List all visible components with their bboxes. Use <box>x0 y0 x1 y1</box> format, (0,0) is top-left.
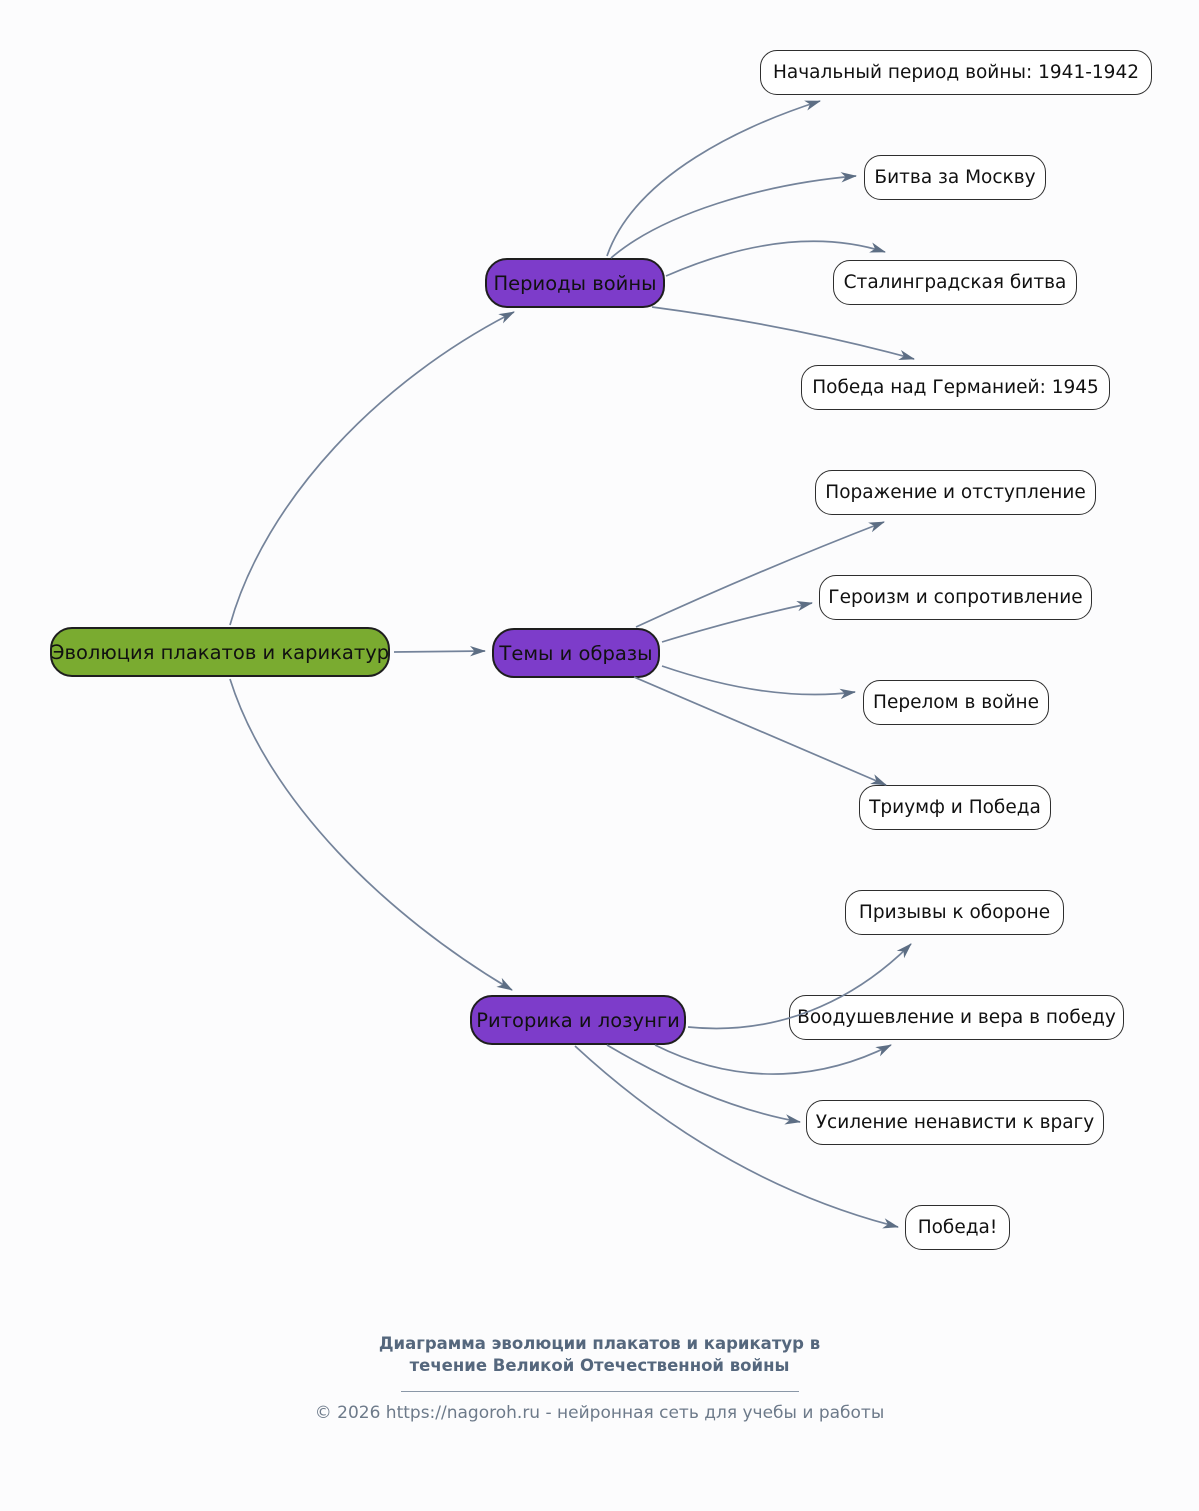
footer-divider <box>401 1391 799 1392</box>
leaf-node-heroism-resistance[interactable]: Героизм и сопротивление <box>819 575 1092 620</box>
diagram-title-line1: Диаграмма эволюции плакатов и карикатур в <box>378 1334 821 1353</box>
leaf-node-defeat-retreat[interactable]: Поражение и отступление <box>815 470 1096 515</box>
branch-node-themes-images[interactable]: Темы и образы <box>492 628 660 678</box>
edge-rhetoric-hatred <box>607 1045 800 1122</box>
branch-node-rhetoric-slogans[interactable]: Риторика и лозунги <box>470 995 686 1045</box>
root-node-evolution[interactable]: Эволюция плакатов и карикатур <box>50 627 390 677</box>
leaf-node-battle-moscow[interactable]: Битва за Москву <box>864 155 1046 200</box>
edge-themes-heroism <box>662 603 812 642</box>
leaf-node-inspiration-faith[interactable]: Воодушевление и вера в победу <box>789 995 1124 1040</box>
branch-node-war-periods[interactable]: Периоды войны <box>485 258 665 308</box>
diagram-title <box>0 1333 1199 1377</box>
leaf-node-calls-defense[interactable]: Призывы к обороне <box>845 890 1064 935</box>
edge-themes-triumph <box>634 677 886 785</box>
leaf-node-initial-period[interactable]: Начальный период войны: 1941-1942 <box>760 50 1152 95</box>
diagram-title-line2: течение Великой Отечественной войны <box>409 1356 790 1375</box>
leaf-node-turning-point[interactable]: Перелом в войне <box>863 680 1049 725</box>
leaf-node-hatred-enemy[interactable]: Усиление ненависти к врагу <box>806 1100 1104 1145</box>
leaf-node-triumph-victory[interactable]: Триумф и Победа <box>859 785 1051 830</box>
footer <box>0 1333 1199 1423</box>
edge-periods-initial <box>607 101 820 256</box>
leaf-node-victory[interactable]: Победа! <box>905 1205 1010 1250</box>
edge-root-periods <box>230 312 514 625</box>
copyright-text: © 2026 https://nagoroh.ru - нейронная сеть для учебы и работы <box>314 1403 885 1423</box>
edge-rhetoric-inspiration <box>655 1045 891 1074</box>
leaf-node-victory-germany[interactable]: Победа над Германией: 1945 <box>801 365 1110 410</box>
edge-root-rhetoric <box>230 679 512 990</box>
edge-periods-victory1945 <box>652 307 914 359</box>
edge-themes-turning <box>662 666 855 695</box>
edge-periods-moscow <box>611 176 856 258</box>
edge-root-themes <box>394 651 485 652</box>
leaf-node-battle-stalingrad[interactable]: Сталинградская битва <box>833 260 1077 305</box>
